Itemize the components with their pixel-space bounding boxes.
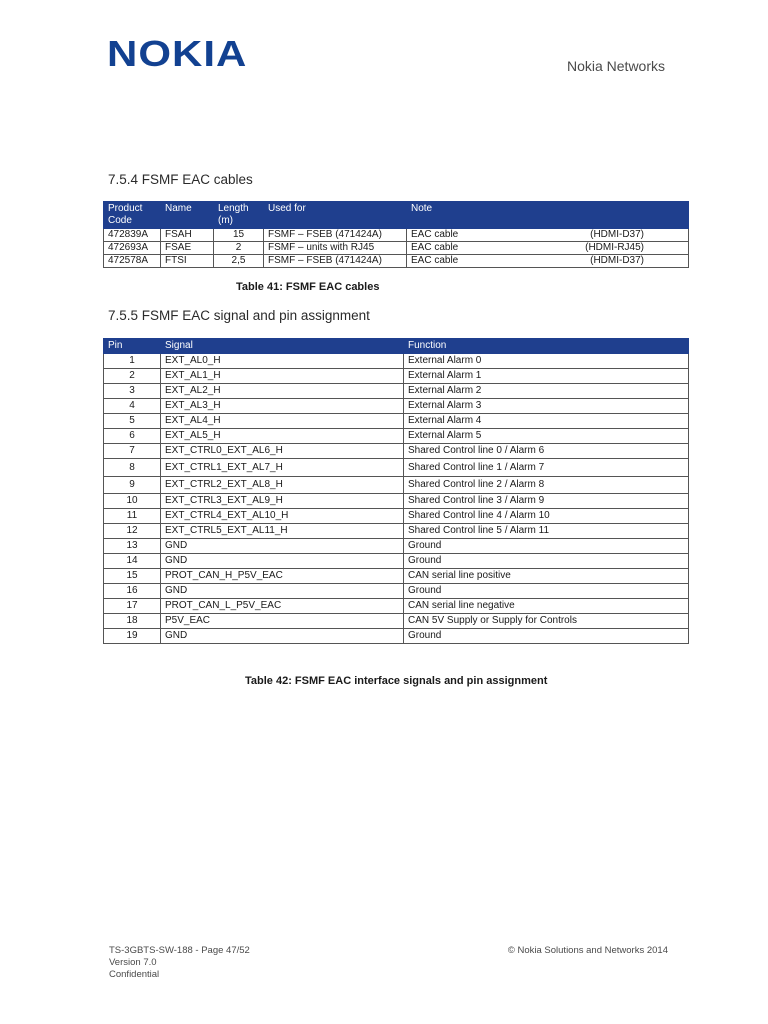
cell-function: CAN serial line positive <box>404 569 689 584</box>
cell-pin: 8 <box>104 459 161 477</box>
note-connector: (HDMI-D37) <box>590 229 644 240</box>
header-note: Note <box>407 202 689 229</box>
table-row <box>104 354 689 369</box>
table-row <box>104 229 689 242</box>
table-row <box>104 509 689 524</box>
cell-signal: EXT_CTRL3_EXT_AL9_H <box>161 494 404 509</box>
cell-signal: EXT_CTRL4_EXT_AL10_H <box>161 509 404 524</box>
table-row <box>104 399 689 414</box>
cell-function: External Alarm 2 <box>404 384 689 399</box>
cell-function: External Alarm 4 <box>404 414 689 429</box>
cell-signal: PROT_CAN_H_P5V_EAC <box>161 569 404 584</box>
cell-signal: P5V_EAC <box>161 614 404 629</box>
cell-function: Shared Control line 5 / Alarm 11 <box>404 524 689 539</box>
footer-doc-id: TS-3GBTS-SW-188 - Page 47/52 <box>109 945 250 956</box>
brand-name: Nokia Networks <box>566 58 665 74</box>
table-row <box>104 569 689 584</box>
cell-signal: GND <box>161 554 404 569</box>
cell-signal: PROT_CAN_L_P5V_EAC <box>161 599 404 614</box>
cell-pin: 19 <box>104 629 161 644</box>
cell-pin: 12 <box>104 524 161 539</box>
cell-function: External Alarm 1 <box>404 369 689 384</box>
header-signal: Signal <box>161 339 404 354</box>
cell-pin: 16 <box>104 584 161 599</box>
cell-signal: EXT_AL2_H <box>161 384 404 399</box>
cables-header-row <box>104 202 689 229</box>
footer-version: Version 7.0 <box>109 957 157 968</box>
cell-function: CAN 5V Supply or Supply for Controls <box>404 614 689 629</box>
cell-pin: 6 <box>104 429 161 444</box>
table-row <box>104 459 689 477</box>
table-41-caption: Table 41: FSMF EAC cables <box>236 281 380 293</box>
cell-signal: EXT_CTRL5_EXT_AL11_H <box>161 524 404 539</box>
cell-function: Ground <box>404 629 689 644</box>
cell-code: 472578A <box>104 255 161 268</box>
pins-header-row <box>104 339 689 354</box>
note-type: EAC cable <box>411 255 459 266</box>
table-row <box>104 255 689 268</box>
cell-signal: EXT_AL4_H <box>161 414 404 429</box>
pins-table-body <box>104 354 689 644</box>
footer-doc-info <box>109 945 250 981</box>
cell-pin: 11 <box>104 509 161 524</box>
cell-used: FSMF – FSEB (471424A) <box>264 229 407 242</box>
note-type: EAC cable <box>411 229 459 240</box>
cell-function: Shared Control line 0 / Alarm 6 <box>404 444 689 459</box>
table-42-caption: Table 42: FSMF EAC interface signals and pin assignment <box>245 675 548 687</box>
cell-pin: 10 <box>104 494 161 509</box>
cell-pin: 7 <box>104 444 161 459</box>
table-row <box>104 477 689 494</box>
cell-signal: GND <box>161 629 404 644</box>
cell-function: Ground <box>404 539 689 554</box>
table-row <box>104 554 689 569</box>
header-pin: Pin <box>104 339 161 354</box>
header-name: Name <box>161 202 214 229</box>
cell-signal: EXT_AL3_H <box>161 399 404 414</box>
cell-function: CAN serial line negative <box>404 599 689 614</box>
table-row <box>104 384 689 399</box>
cell-code: 472839A <box>104 229 161 242</box>
cell-function: Shared Control line 3 / Alarm 9 <box>404 494 689 509</box>
cell-function: Ground <box>404 584 689 599</box>
cell-function: External Alarm 0 <box>404 354 689 369</box>
cell-pin: 14 <box>104 554 161 569</box>
table-row <box>104 369 689 384</box>
cell-signal: EXT_CTRL2_EXT_AL8_H <box>161 477 404 494</box>
footer-copyright: © Nokia Solutions and Networks 2014 <box>507 945 668 956</box>
cell-signal: GND <box>161 584 404 599</box>
cell-pin: 2 <box>104 369 161 384</box>
pins-table <box>103 338 689 644</box>
cell-length: 15 <box>214 229 264 242</box>
table-row <box>104 242 689 255</box>
cell-pin: 4 <box>104 399 161 414</box>
table-row <box>104 599 689 614</box>
table-row <box>104 614 689 629</box>
cell-pin: 15 <box>104 569 161 584</box>
cell-signal: EXT_AL1_H <box>161 369 404 384</box>
section-title-cables: 7.5.4 FSMF EAC cables <box>108 172 253 187</box>
footer-confidentiality: Confidential <box>109 969 160 980</box>
cell-function: Shared Control line 2 / Alarm 8 <box>404 477 689 494</box>
cell-note <box>407 242 689 255</box>
table-row <box>104 444 689 459</box>
cell-name: FTSI <box>161 255 214 268</box>
section-title-pins: 7.5.5 FSMF EAC signal and pin assignment <box>108 308 370 323</box>
header-function: Function <box>404 339 689 354</box>
cell-pin: 18 <box>104 614 161 629</box>
cell-function: External Alarm 3 <box>404 399 689 414</box>
cell-signal: GND <box>161 539 404 554</box>
cell-pin: 17 <box>104 599 161 614</box>
table-row <box>104 584 689 599</box>
cell-used: FSMF – FSEB (471424A) <box>264 255 407 268</box>
header-product-code: Product Code <box>104 202 161 229</box>
cell-pin: 3 <box>104 384 161 399</box>
cell-note <box>407 229 689 242</box>
cell-function: Ground <box>404 554 689 569</box>
cell-pin: 9 <box>104 477 161 494</box>
table-row <box>104 429 689 444</box>
header-length: Length (m) <box>214 202 264 229</box>
cell-name: FSAH <box>161 229 214 242</box>
cell-length: 2 <box>214 242 264 255</box>
cell-signal: EXT_AL0_H <box>161 354 404 369</box>
cables-table <box>103 201 689 268</box>
cell-pin: 1 <box>104 354 161 369</box>
cell-function: External Alarm 5 <box>404 429 689 444</box>
cell-length: 2,5 <box>214 255 264 268</box>
cell-function: Shared Control line 1 / Alarm 7 <box>404 459 689 477</box>
cell-function: Shared Control line 4 / Alarm 10 <box>404 509 689 524</box>
note-type: EAC cable <box>411 242 459 253</box>
table-row <box>104 494 689 509</box>
cell-signal: EXT_CTRL0_EXT_AL6_H <box>161 444 404 459</box>
cell-pin: 5 <box>104 414 161 429</box>
cell-used: FSMF – units with RJ45 <box>264 242 407 255</box>
note-connector: (HDMI-D37) <box>590 255 644 266</box>
cell-signal: EXT_AL5_H <box>161 429 404 444</box>
cell-note <box>407 255 689 268</box>
cell-signal: EXT_CTRL1_EXT_AL7_H <box>161 459 404 477</box>
cell-name: FSAE <box>161 242 214 255</box>
cell-pin: 13 <box>104 539 161 554</box>
table-row <box>104 524 689 539</box>
header-used-for: Used for <box>264 202 407 229</box>
note-connector: (HDMI-RJ45) <box>585 242 644 253</box>
nokia-logo: NOKIA <box>107 33 248 74</box>
table-row <box>104 414 689 429</box>
cell-code: 472693A <box>104 242 161 255</box>
table-row <box>104 629 689 644</box>
table-row <box>104 539 689 554</box>
